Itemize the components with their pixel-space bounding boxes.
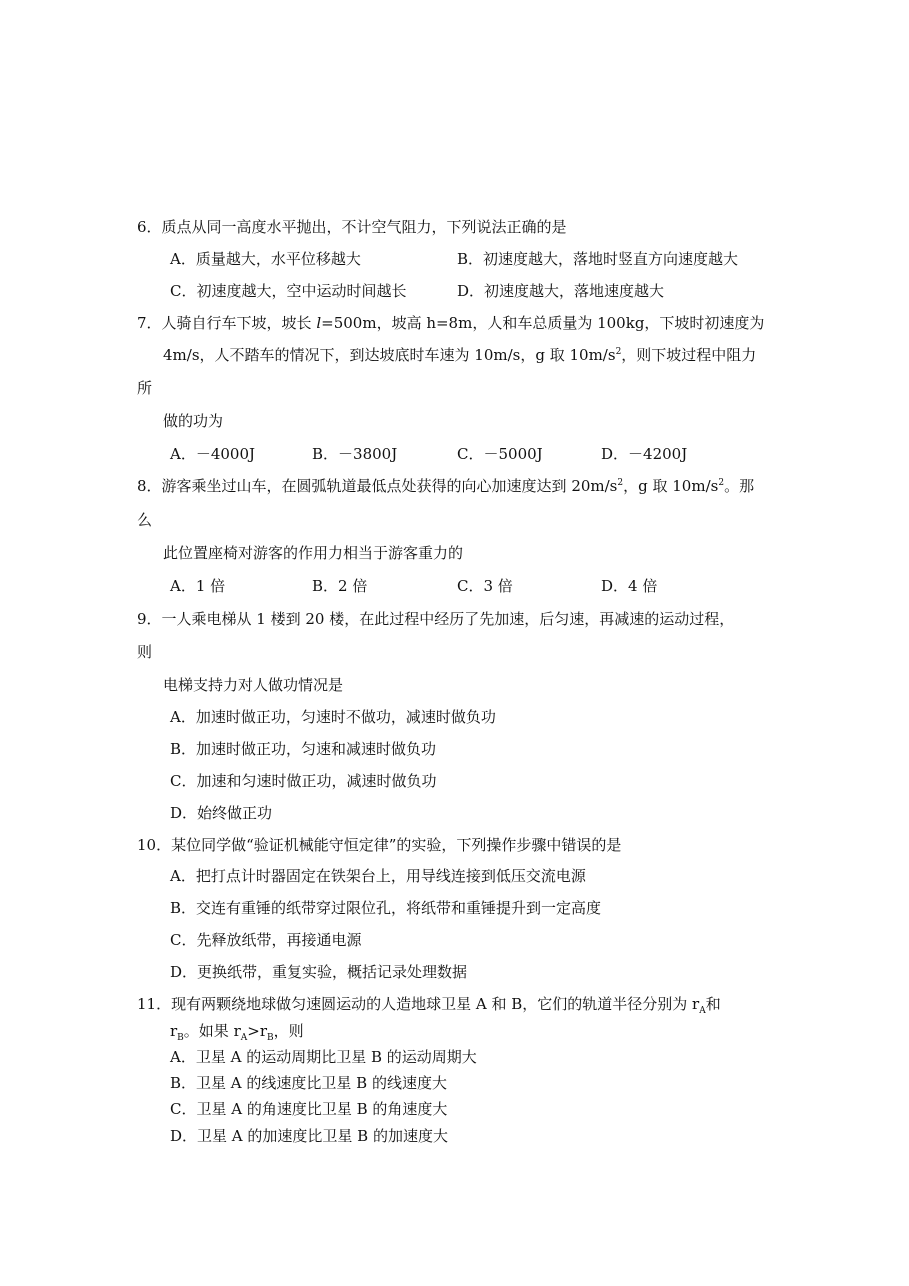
q10-option-b: B．交连有重锤的纸带穿过限位孔，将纸带和重锤提升到一定高度 <box>170 899 602 917</box>
q7-option-a: A．－4000J <box>170 445 256 463</box>
q8-option-b: B．2 倍 <box>312 577 368 595</box>
q11-stem-end: 和 <box>705 995 721 1013</box>
q8-stem-a: 8．游客乘坐过山车，在圆弧轨道最低点处获得的向心加速度达到 20m/s <box>137 477 618 495</box>
q8-stem <box>137 476 754 496</box>
q6-option-d: D．初速度越大，落地速度越大 <box>457 282 665 300</box>
q8-line2: 么 <box>137 511 153 529</box>
q10-option-a: A．把打点计时器固定在铁架台上，用导线连接到低压交流电源 <box>170 867 586 885</box>
q11-line2-mid: 。如果 r <box>183 1022 241 1040</box>
q9-option-b: B．加速时做正功，匀速和减速时做负功 <box>170 740 437 758</box>
q8-stem-c: 。那 <box>724 477 755 495</box>
q11-option-a: A．卫星 A 的运动周期比卫星 B 的运动周期大 <box>170 1048 477 1066</box>
q9-line3: 电梯支持力对人做功情况是 <box>163 676 344 694</box>
q9-option-a: A．加速时做正功，匀速时不做功，减速时做负功 <box>170 708 496 726</box>
q10-option-c: C．先释放纸带，再接通电源 <box>170 931 362 949</box>
q6-stem: 6．质点从同一高度水平抛出，不计空气阻力，下列说法正确的是 <box>137 218 567 236</box>
q11-line2-end: ，则 <box>273 1022 304 1040</box>
q8-line3: 此位置座椅对游客的作用力相当于游客重力的 <box>163 544 464 562</box>
q11-stem-text: 11．现有两颗绕地球做匀速圆运动的人造地球卫星 A 和 B，它们的轨道半径分别为 r <box>137 995 700 1013</box>
q8-stem-b: ，g 取 10m/s <box>623 477 719 495</box>
q9-option-c: C．加速和匀速时做正功，减速时做负功 <box>170 772 437 790</box>
q7-stem-l: l <box>316 314 322 332</box>
q9-stem: 9．一人乘电梯从 1 楼到 20 楼，在此过程中经历了先加速，后匀速，再减速的运动过程， <box>137 610 735 628</box>
q11-stem <box>137 994 721 1014</box>
q7-line2 <box>163 345 756 365</box>
q7-option-b: B．－3800J <box>312 445 398 463</box>
q8-sup1: 2 <box>617 478 624 488</box>
q10-option-d: D．更换纸带，重复实验，概括记录处理数据 <box>170 963 468 981</box>
q7-line2-pre: 4m/s，人不踏车的情况下，到达坡底时车速为 10m/s，g 取 10m/s <box>163 346 616 364</box>
q7-line2-post: ，则下坡过程中阻力 <box>621 346 757 364</box>
q9-line2: 则 <box>137 643 153 661</box>
q7-option-d: D．－4200J <box>601 445 688 463</box>
q11-option-d: D．卫星 A 的加速度比卫星 B 的加速度大 <box>170 1127 448 1145</box>
q10-stem: 10．某位同学做“验证机械能守恒定律”的实验，下列操作步骤中错误的是 <box>137 836 622 854</box>
q9-option-d: D．始终做正功 <box>170 804 273 822</box>
q7-stem-post: =500m，坡高 h=8m，人和车总质量为 100kg，下坡时初速度为 <box>321 314 765 332</box>
q11-stem-sub: A <box>699 1006 706 1016</box>
q8-option-c: C．3 倍 <box>457 577 513 595</box>
q11-line2-sub2: A <box>240 1033 248 1043</box>
q11-line2-sub3: B <box>267 1033 274 1043</box>
q11-option-c: C．卫星 A 的角速度比卫星 B 的角速度大 <box>170 1100 448 1118</box>
q8-option-a: A．1 倍 <box>170 577 226 595</box>
q7-line3: 所 <box>137 379 153 397</box>
q11-line2-r1: r <box>170 1022 178 1040</box>
q6-option-c: C．初速度越大，空中运动时间越长 <box>170 282 407 300</box>
q11-line2-gt: >r <box>247 1022 267 1040</box>
q7-stem <box>137 313 764 333</box>
q7-option-c: C．－5000J <box>457 445 543 463</box>
q11-line2-sub1: B <box>177 1033 184 1043</box>
q6-option-a: A．质量越大，水平位移越大 <box>170 250 361 268</box>
q11-option-b: B．卫星 A 的线速度比卫星 B 的线速度大 <box>170 1074 447 1092</box>
q7-stem-pre: 7．人骑自行车下坡，坡长 <box>137 314 317 332</box>
q6-option-b: B．初速度越大，落地时竖直方向速度越大 <box>457 250 739 268</box>
q8-option-d: D．4 倍 <box>601 577 658 595</box>
q7-line2-sup: 2 <box>615 347 622 357</box>
q7-line4: 做的功为 <box>163 412 224 430</box>
q11-line2 <box>170 1021 304 1041</box>
q8-sup2: 2 <box>718 478 725 488</box>
